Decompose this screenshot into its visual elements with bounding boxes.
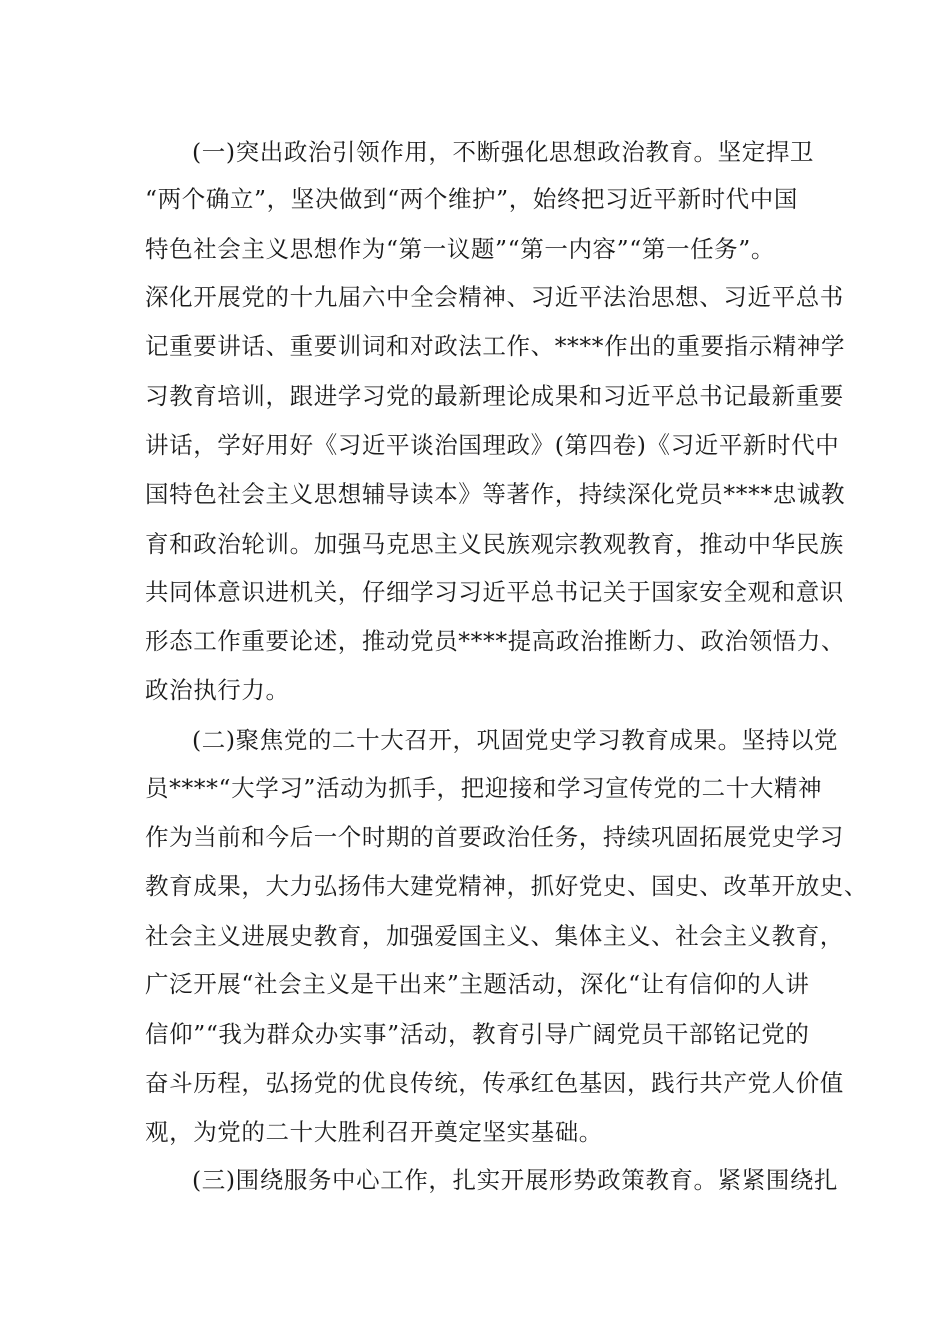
- paragraph-1-line-7: 讲话，学好用好《习近平谈治国理政》(第四卷)《习近平新时代中: [145, 431, 840, 459]
- paragraph-2-line-8: 奋斗历程，弘扬党的优良传统，传承红色基因，践行共产党人价值: [145, 1069, 844, 1097]
- paragraph-3-line-1: (三)围绕服务中心工作，扎实开展形势政策教育。紧紧围绕扎: [192, 1166, 839, 1194]
- paragraph-1-line-8: 国特色社会主义思想辅导读本》等著作，持续深化党员****忠诚教: [145, 480, 846, 508]
- paragraph-1-line-6: 习教育培训，跟进学习党的最新理论成果和习近平总书记最新重要: [145, 382, 844, 410]
- paragraph-1-line-2: “两个确立”，坚决做到“两个维护”，始终把习近平新时代中国: [145, 185, 798, 213]
- paragraph-1-line-4: 深化开展党的十九届六中全会精神、习近平法治思想、习近平总书: [145, 283, 844, 311]
- paragraph-2-line-2: 员****“大学习”活动为抓手，把迎接和学习宣传党的二十大精神: [145, 774, 823, 802]
- paragraph-2-line-9: 观，为党的二十大胜利召开奠定坚实基础。: [145, 1118, 603, 1146]
- paragraph-2-line-5: 社会主义进展史教育，加强爱国主义、集体主义、社会主义教育，: [145, 922, 844, 950]
- paragraph-1-line-3: 特色社会主义思想作为“第一议题”“第一内容”“第一任务”。: [145, 235, 775, 263]
- paragraph-2-line-1: (二)聚焦党的二十大召开，巩固党史学习教育成果。坚持以党: [192, 726, 839, 754]
- paragraph-1-line-9: 育和政治轮训。加强马克思主义民族观宗教观教育，推动中华民族: [145, 530, 844, 558]
- paragraph-2-line-4: 教育成果，大力弘扬伟大建党精神，抓好党史、国史、改革开放史、: [145, 872, 868, 900]
- paragraph-1-line-5: 记重要讲话、重要训词和对政法工作、****作出的重要指示精神学: [145, 332, 846, 360]
- paragraph-1-line-1: (一)突出政治引领作用，不断强化思想政治教育。坚定捍卫: [192, 138, 815, 166]
- paragraph-2-line-6: 广泛开展“社会主义是干出来”主题活动，深化“让有信仰的人讲: [145, 970, 810, 998]
- paragraph-1-line-12: 政治执行力。: [145, 676, 290, 704]
- paragraph-1-line-11: 形态工作重要论述，推动党员****提高政治推断力、政治领悟力、: [145, 627, 846, 655]
- paragraph-1-line-10: 共同体意识进机关，仔细学习习近平总书记关于国家安全观和意识: [145, 578, 844, 606]
- paragraph-2-line-7: 信仰”“我为群众办实事”活动，教育引导广阔党员干部铭记党的: [145, 1020, 810, 1048]
- paragraph-2-line-3: 作为当前和今后一个时期的首要政治任务，持续巩固拓展党史学习: [145, 823, 844, 851]
